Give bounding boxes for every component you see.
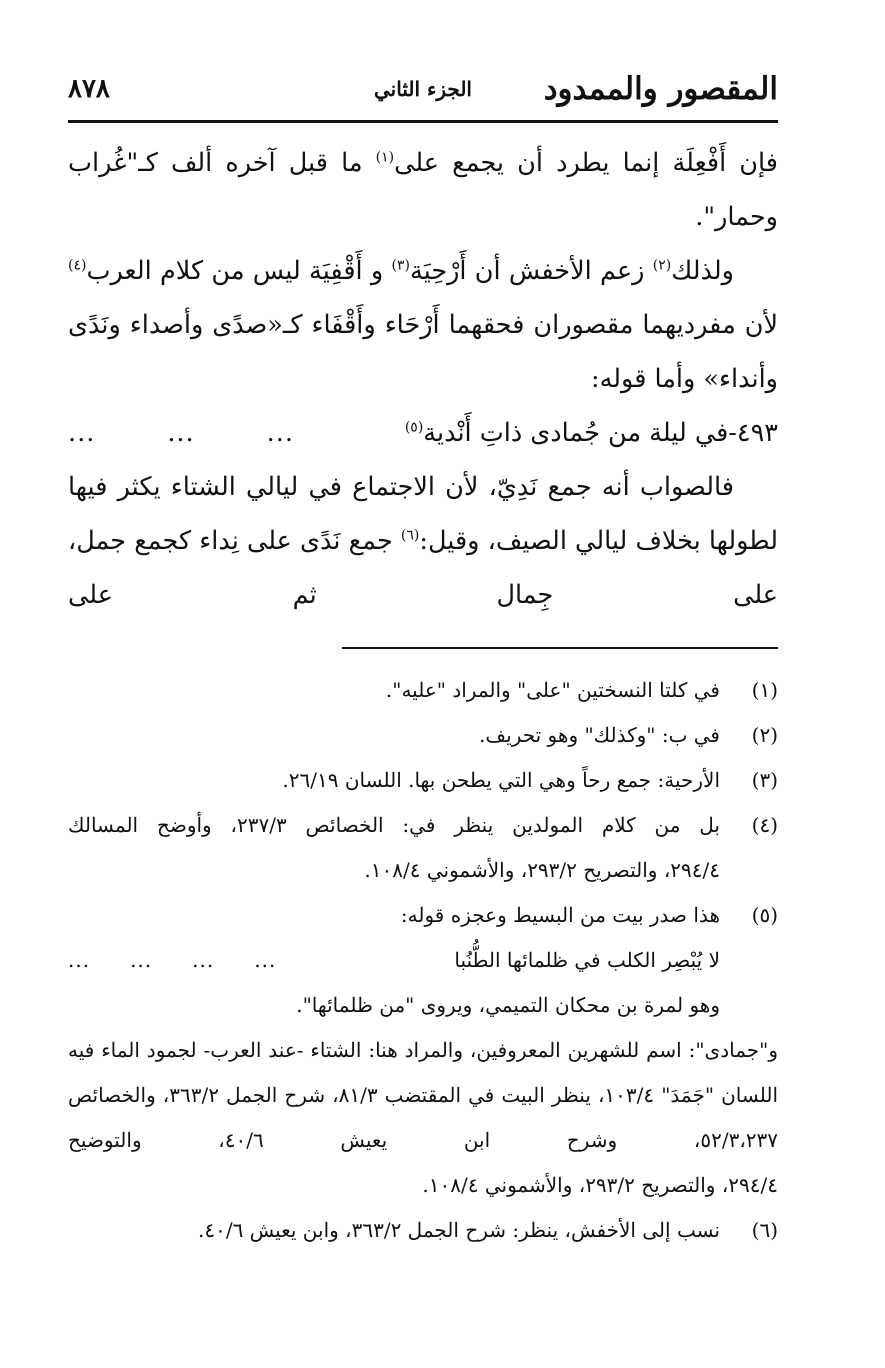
paragraph-1 xyxy=(68,136,778,244)
footnote-5-dots-4: ... xyxy=(254,948,277,972)
footnote-ref-3: (٣) xyxy=(391,257,410,274)
footnote-5-dots-3: ... xyxy=(192,948,215,972)
verse-dots-3: ... xyxy=(266,418,294,448)
main-text xyxy=(68,136,778,622)
footnote-ref-1: (١) xyxy=(375,149,395,166)
paragraph-2-text-a: ولذلك xyxy=(671,256,734,286)
footnote-text: في كلتا النسختين "على" والمراد "عليه". xyxy=(385,678,720,702)
footnote-1 xyxy=(68,668,778,713)
poem-verse-493 xyxy=(68,406,778,460)
paragraph-2-text-d: لأن مفرديهما مقصوران فحقهما أَرْحَاء وأَقْفَاء كـ«صدًى وأصداء ونَدًى وأنداء» وأما قوله: xyxy=(68,310,778,394)
paragraph-3-text-a: فالصواب أنه جمع نَدِيّ، لأن الاجتماع في ليالي الشتاء يكثر فيها لطولها بخلاف ليالي الصيف، وقيل: xyxy=(68,472,778,556)
footnote-5 xyxy=(68,893,778,938)
footnote-ref-5: (٥) xyxy=(404,419,424,436)
footnote-5-dots-2: ... xyxy=(130,948,153,972)
footnote-number: (٣) xyxy=(751,768,778,792)
footnote-5-line-4: ٢٩٤/٤، والتصريح ٢٩٣/٢، والأشموني ١٠٨/٤. xyxy=(422,1173,778,1197)
footnote-5-line-2: وهو لمرة بن محكان التميمي، ويروى "من ظلمائها". xyxy=(296,993,720,1017)
footnote-number: (١) xyxy=(751,678,778,702)
verse-ellipsis xyxy=(68,406,294,460)
footnote-5-verse-ellipsis xyxy=(68,938,276,983)
footnote-ref-2: (٢) xyxy=(652,257,672,274)
header-rule xyxy=(68,120,778,123)
footnotes xyxy=(68,668,778,1253)
footnote-number: (٥) xyxy=(751,903,778,927)
footnote-separator xyxy=(342,647,778,649)
verse-text xyxy=(405,406,778,460)
paragraph-2 xyxy=(68,244,778,406)
footnote-6 xyxy=(68,1208,778,1253)
footnote-number: (٦) xyxy=(751,1218,778,1242)
paragraph-2-text-c: و أَقْفِيَة ليس من كلام العرب xyxy=(86,256,392,286)
footnote-4-line-1: بل من كلام المولدين ينظر في: الخصائص ٢٣٧/٣، وأوضح المسالك xyxy=(68,813,720,837)
verse-dots-2: ... xyxy=(167,418,195,448)
book-title: المقصور والممدود xyxy=(543,70,778,107)
paragraph-3-text-b: جمع نَدًى على نِداء كجمع جمل، على جِمال ثم على xyxy=(68,526,778,610)
footnote-2 xyxy=(68,713,778,758)
paragraph-1-text-a: فإن أَفْعِلَة إنما يطرد أن يجمع على xyxy=(394,148,778,178)
paragraph-1-text-b: ما قبل آخره ألف كـ"غُراب وحمار". xyxy=(68,148,778,232)
footnote-text: نسب إلى الأخفش، ينظر: شرح الجمل ٣٦٣/٢، وابن يعيش ٤٠/٦. xyxy=(198,1218,720,1242)
footnote-4 xyxy=(68,803,778,893)
footnote-5-verse-text: لا يُبْصِر الكلب في ظلمائها الطُّنُبا xyxy=(454,948,720,972)
paragraph-2-text-b: زعم الأخفش أن أَرْحِيَة xyxy=(409,256,653,286)
footnote-number: (٤) xyxy=(751,813,778,837)
page-number: ٨٧٨ xyxy=(68,74,110,104)
footnote-text xyxy=(68,803,720,893)
verse-text-a: ٤٩٣-في ليلة من جُمادى ذاتِ أَنْدية xyxy=(423,418,778,448)
paragraph-3 xyxy=(68,460,778,622)
footnote-3 xyxy=(68,758,778,803)
verse-dots-1: ... xyxy=(68,418,96,448)
footnote-5-line-3: و"جمادى": اسم للشهرين المعروفين، والمراد هنا: الشتاء -عند العرب- لجمود الماء فيه اللسان "جَمَدَ" ١٠٣/٤، ينظر البيت في المقتضب ٨١/٣، شرح الجمل ٣٦٣/٢، والخصائص ٥٢/٣،٢٣٧، وشرح ابن يعيش ٤٠/٦، والتوضيح xyxy=(68,1038,779,1152)
footnote-5-verse xyxy=(68,938,778,983)
footnote-text: الأرحية: جمع رحاً وهي التي يطحن بها. اللسان ٢٦/١٩. xyxy=(282,768,720,792)
footnote-5-dots-1: ... xyxy=(68,948,91,972)
footnote-ref-6: (٦) xyxy=(400,527,420,544)
footnote-number: (٢) xyxy=(751,723,778,747)
part-label: الجزء الثاني xyxy=(374,77,472,101)
footnote-4-line-2: ٢٩٤/٤، والتصريح ٢٩٣/٢، والأشموني ١٠٨/٤. xyxy=(364,858,720,882)
footnote-text: هذا صدر بيت من البسيط وعجزه قوله: xyxy=(400,903,720,927)
footnote-ref-4: (٤) xyxy=(68,257,87,274)
footnote-text: في ب: "وكذلك" وهو تحريف. xyxy=(479,723,720,747)
page-header xyxy=(68,66,778,112)
